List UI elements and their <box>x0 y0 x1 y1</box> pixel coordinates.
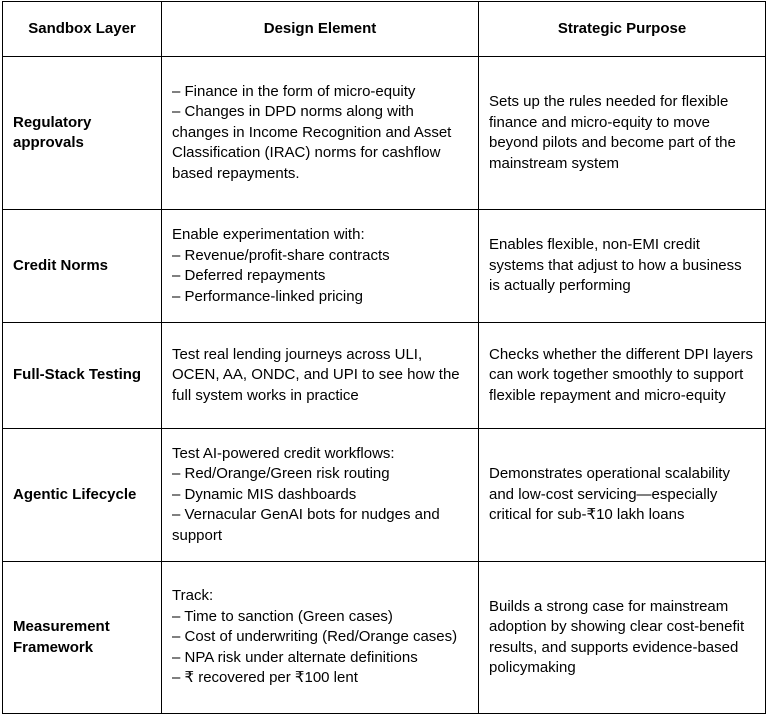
layer-cell: Regulatory approvals <box>3 57 162 210</box>
design-cell <box>162 562 479 714</box>
sandbox-framework-table <box>2 1 766 714</box>
layer-cell: Credit Norms <box>3 210 162 323</box>
header-strategic-purpose: Strategic Purpose <box>479 2 766 57</box>
design-line: Test real lending journeys across ULI, OCEN, AA, ONDC, and UPI to see how the full system works in practice <box>172 345 460 404</box>
purpose-cell: Builds a strong case for mainstream adoption by showing clear cost-benefit results, and supports evidence-based policymaking <box>479 562 766 714</box>
design-line: Test AI-powered credit workflows: <box>172 444 395 462</box>
design-cell <box>162 57 479 210</box>
design-line: – Time to sanction (Green cases) <box>172 607 393 625</box>
design-line: – NPA risk under alternate definitions <box>172 648 418 666</box>
purpose-cell: Checks whether the different DPI layers can work together smoothly to support flexible repayment and micro-equity <box>479 323 766 429</box>
design-line: Enable experimentation with: <box>172 226 365 243</box>
purpose-cell: Sets up the rules needed for flexible finance and micro-equity to move beyond pilots and become part of the mainstream system <box>479 57 766 210</box>
layer-cell: Measurement Framework <box>3 562 162 714</box>
design-line: – Finance in the form of micro-equity <box>172 82 416 100</box>
header-design-element: Design Element <box>162 2 479 57</box>
table-row <box>3 429 766 562</box>
design-line: – Changes in DPD norms along with changes in Income Recognition and Asset Classification (IRAC) norms for cashflow based repayments. <box>172 103 452 182</box>
design-cell <box>162 323 479 429</box>
design-line: – Performance-linked pricing <box>172 287 363 305</box>
design-line: – Dynamic MIS dashboards <box>172 485 357 503</box>
layer-cell: Agentic Lifecycle <box>3 429 162 562</box>
purpose-cell: Demonstrates operational scalability and low-cost servicing—especially critical for sub-₹10 lakh loans <box>479 429 766 562</box>
design-cell <box>162 429 479 562</box>
design-cell <box>162 210 479 323</box>
design-line: – Vernacular GenAI bots for nudges and support <box>172 506 440 544</box>
table-row <box>3 210 766 323</box>
design-line: – Deferred repayments <box>172 267 326 284</box>
table-row <box>3 562 766 714</box>
design-line: Track: <box>172 587 214 605</box>
design-line: – Cost of underwriting (Red/Orange cases) <box>172 628 458 646</box>
purpose-cell: Enables flexible, non-EMI credit systems that adjust to how a business is actually performing <box>479 210 766 323</box>
header-sandbox-layer: Sandbox Layer <box>3 2 162 57</box>
table-row <box>3 323 766 429</box>
design-line: – Red/Orange/Green risk routing <box>172 465 390 483</box>
layer-cell: Full-Stack Testing <box>3 323 162 429</box>
design-line: – Revenue/profit-share contracts <box>172 246 390 264</box>
design-line: – ₹ recovered per ₹100 lent <box>172 669 358 687</box>
table-row <box>3 57 766 210</box>
table-header-row <box>3 2 766 57</box>
